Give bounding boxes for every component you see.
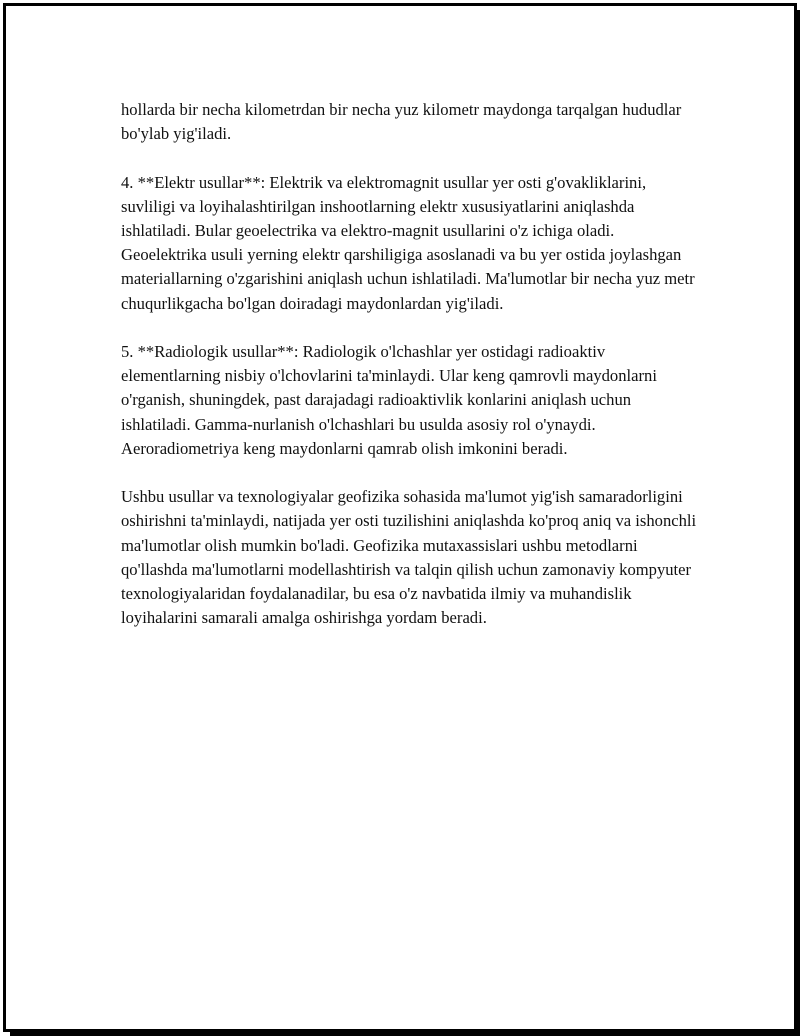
document-body [121, 98, 701, 630]
page-frame [3, 3, 797, 1032]
paragraph-electric-methods: 4. **Elektr usullar**: Elektrik va elektromagnit usullar yer osti g'ovakliklarini, suvliligi va loyihalashtirilgan inshootlarning elektr xususiyatlarini aniqlashda ishlatiladi. Bular geoelectrika va elektro-magnit usullarini o'z ichiga oladi. Geoelektrika usuli yerning elektr qarshiligiga asoslanadi va bu yer ostida joylashgan materiallarning o'zgarishini aniqlash uchun ishlatiladi. Ma'lumotlar bir necha yuz metr chuqurlikgacha bo'lgan doiradagi maydonlardan yig'iladi. [121, 172, 695, 313]
paragraph-conclusion: Ushbu usullar va texnologiyalar geofizika sohasida ma'lumot yig'ish samaradorligini oshirishni ta'minlaydi, natijada yer osti tuzilishini aniqlashda ko'proq aniq va ishonchli ma'lumotlar olish mumkin bo'ladi. Geofizika mutaxassislari ushbu metodlarni qo'llashda ma'lumotlarni modellashtirish va talqin qilish uchun zamonaviy kompyuter texnologiyalaridan foydalanadilar, bu esa o'z navbatida ilmiy va muhandislik loyihalarini samarali amalga oshirishga yordam beradi. [121, 487, 697, 628]
paragraph-continuation: hollarda bir necha kilometrdan bir necha yuz kilometr maydonga tarqalgan hududlar bo'ylab yig'iladi. [121, 100, 682, 144]
paragraph-radiological-methods: 5. **Radiologik usullar**: Radiologik o'lchashlar yer ostidagi radioaktiv elementlarning nisbiy o'lchovlarini ta'minlaydi. Ular keng qamrovli maydonlarni o'rganish, shuningdek, past darajadagi radioaktivlik konlarini aniqlash uchun ishlatiladi. Gamma-nurlanish o'lchashlari bu usulda asosiy rol o'ynaydi. Aeroradiometriya keng maydonlarni qamrab olish imkonini beradi. [121, 342, 657, 458]
